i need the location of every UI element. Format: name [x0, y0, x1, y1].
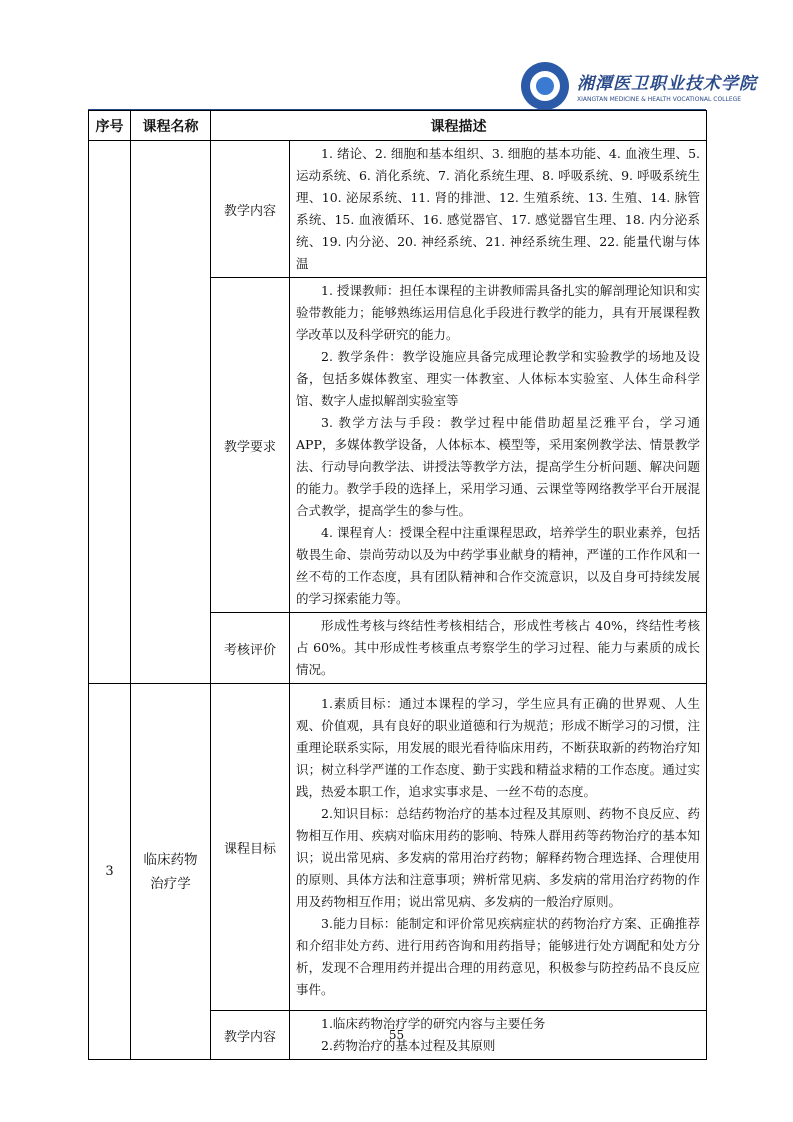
column-header-description: 课程描述	[211, 111, 707, 141]
category-cell: 教学内容	[211, 141, 290, 278]
description-paragraph: 2. 教学条件：教学设施应具备完成理论教学和实验教学的场地及设备，包括多媒体教室、理实一体教室、人体标本实验室、人体生命科学馆、数字人虚拟解剖实验室等	[296, 349, 700, 408]
category-cell: 教学要求	[211, 278, 290, 613]
description-paragraph: 2.知识目标：总结药物治疗的基本过程及其原则、药物不良反应、药物相互作用、疾病对临床用药的影响、特殊人群用药等药物治疗的基本知识；说出常见病、多发病的常用治疗药物；解释药物合理选择、合理使用的原则、具体方法和注意事项；辨析常见病、多发病的常用治疗药物的作用及药物相互作用；说出常见病、多发病的一般治疗原则。	[296, 806, 700, 909]
course-name-cell	[131, 684, 211, 1060]
table-row	[89, 684, 707, 1011]
description-cell	[290, 613, 707, 684]
course-name-line: 治疗学	[150, 875, 191, 892]
column-header-seq: 序号	[89, 111, 131, 141]
column-header-course-name: 课程名称	[131, 111, 211, 141]
seq-cell-empty	[89, 141, 131, 684]
description-cell	[290, 141, 707, 278]
college-logo	[521, 62, 757, 110]
course-table	[88, 110, 707, 1060]
description-paragraph: 1.临床药物治疗学的研究内容与主要任务	[321, 1016, 546, 1031]
course-name-line: 临床药物	[143, 851, 198, 868]
college-emblem-icon	[521, 62, 569, 110]
table-header-row	[89, 111, 707, 141]
category-cell: 课程目标	[211, 684, 290, 1011]
description-paragraph: 4. 课程育人：授课全程中注重课程思政，培养学生的职业素养，包括敬畏生命、崇尚劳动以及为中药学事业献身的精神，严谨的工作作风和一丝不苟的工作态度，具有团队精神和合作交流意识，以及自身可持续发展的学习探索能力等。	[296, 525, 700, 606]
description-paragraph: 形成性考核与终结性考核相结合，形成性考核占 40%，终结性考核占 60%。其中形成性考核重点考察学生的学习过程、能力与素质的成长情况。	[296, 618, 700, 677]
logo-english-name: XIANGTAN MEDICINE & HEALTH VOCATIONAL COLLEGE	[577, 96, 742, 103]
description-paragraph: 3.能力目标：能制定和评价常见疾病症状的药物治疗方案、正确推荐和介绍非处方药、进行用药咨询和用药指导；能够进行处方调配和处方分析，发现不合理用药并提出合理的用药意见，积极参与防控药品不良反应事件。	[296, 916, 700, 997]
course-name-cell-empty	[131, 141, 211, 684]
description-cell	[290, 684, 707, 1011]
description-cell	[290, 278, 707, 613]
page-number: 55	[388, 1028, 405, 1042]
category-cell: 考核评价	[211, 613, 290, 684]
seq-cell: 3	[89, 684, 131, 1060]
table-row	[89, 141, 707, 278]
category-cell: 教学内容	[211, 1011, 290, 1060]
description-paragraph: 1. 绪论、2. 细胞和基本组织、3. 细胞的基本功能、4. 血液生理、5. 运动系统、6. 消化系统、7. 消化系统生理、8. 呼吸系统、9. 呼吸系统生理、10. 泌尿系统、11. 肾的排泄、12. 生殖系统、13. 生殖、14. 脉管系统、15. 血液循环、16. 感觉器官、17. 感觉器官生理、18. 内分泌系统、19. 内分泌、20. 神经系统、21. 神经系统生理、22. 能量代谢与体温	[296, 146, 700, 271]
description-paragraph: 1. 授课教师：担任本课程的主讲教师需具备扎实的解剖理论知识和实验带教能力；能够熟练运用信息化手段进行教学的能力，具有开展课程教学改革以及科学研究的能力。	[296, 283, 700, 342]
description-paragraph: 2.药物治疗的基本过程及其原则	[321, 1038, 496, 1053]
logo-chinese-name: 湘潭医卫职业技术学院	[577, 74, 757, 94]
description-paragraph: 3. 教学方法与手段：教学过程中能借助超星泛雅平台，学习通APP，多媒体教学设备，人体标本、模型等，采用案例教学法、情景教学法、行动导向教学法、讲授法等教学方法，提高学生分析问题、解决问题的能力。教学手段的选择上，采用学习通、云课堂等网络教学平台开展混合式教学，提高学生的参与性。	[296, 415, 700, 518]
description-paragraph: 1.素质目标：通过本课程的学习，学生应具有正确的世界观、人生观、价值观，具有良好的职业道德和行为规范；形成不断学习的习惯，注重理论联系实际，用发展的眼光看待临床用药，不断获取新的药物治疗知识；树立科学严谨的工作态度、勤于实践和精益求精的工作态度。通过实践，热爱本职工作，追求实事求是、一丝不苟的态度。	[296, 696, 700, 799]
